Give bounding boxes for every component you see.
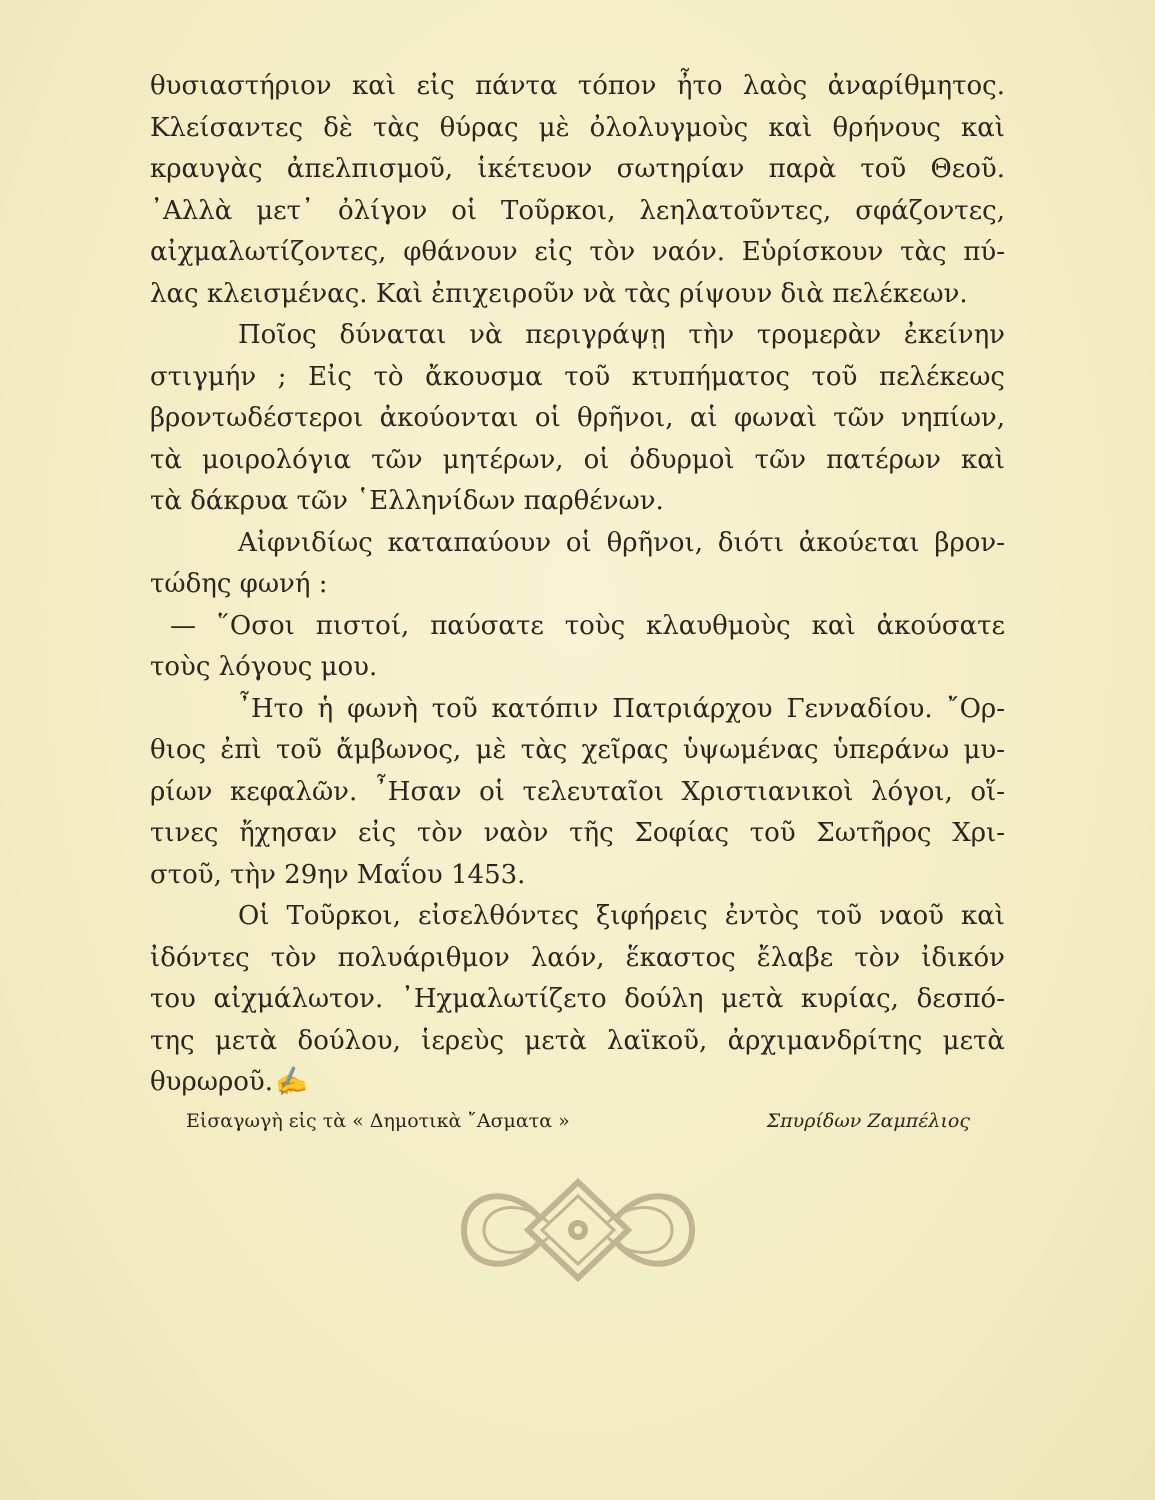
text-line: ἰδόντες τὸν πολυάριθμον λαόν, ἕκαστος ἔλαβε τὸν ἰδικόν (150, 942, 1005, 973)
text-line: τὰ μοιρολόγια τῶν μητέρων, οἱ ὀδυρμοὶ τῶν πατέρων καὶ (150, 444, 1005, 475)
text-line: τὰ δάκρυα τῶν ῾Ελληνίδων παρθένων. (150, 486, 664, 516)
final-line-text: θυρωροῦ. (150, 1067, 273, 1097)
text-line: της μετὰ δούλου, ἱερεὺς μετὰ λαϊκοῦ, ἀρχιμανδρίτης μετὰ (150, 1025, 1005, 1056)
text-line: του αἰχμάλωτον. ᾿Ηχμαλωτίζετο δούλη μετὰ κυρίας, δεσπό- (150, 984, 1005, 1014)
citation-author: Σπυρίδων Ζαμπέλιος (766, 1110, 970, 1132)
text-line: στοῦ, τὴν 29ην Μαΐου 1453. (150, 859, 526, 890)
text-line: Οἱ Τοῦρκοι, εἰσελθόντες ξιφήρεις ἐντὸς τοῦ ναοῦ καὶ (238, 901, 1005, 931)
text-line: Κλείσαντες δὲ τὰς θύρας μὲ ὀλολυγμοὺς καὶ θρήνους καὶ (150, 112, 1005, 143)
text-line: στιγμήν ; Εἰς τὸ ἄκουσμα τοῦ κτυπήματος τοῦ πελέκεως (150, 361, 1005, 392)
text-line: λας κλεισμένας. Καὶ ἐπιχειροῦν νὰ τὰς ρίψουν διὰ πελέκεων. (150, 278, 968, 309)
signature-mark-icon: ✍ (272, 1063, 310, 1101)
text-line: κραυγὰς ἀπελπισμοῦ, ἱκέτευον σωτηρίαν παρὰ τοῦ Θεοῦ. (150, 154, 1005, 184)
text-line: βροντωδέστεροι ἀκούονται οἱ θρῆνοι, αἱ φωναὶ τῶν νηπίων, (150, 403, 1005, 433)
dialogue-line: — ῞Οσοι πιστοί, παύσατε τοὺς κλαυθμοὺς καὶ ἀκούσατε (170, 610, 1005, 641)
text-line: τοὺς λόγους μου. (150, 652, 378, 682)
text-line (150, 1062, 1005, 1104)
text-line: ῏Ητο ἡ φωνὴ τοῦ κατόπιν Πατριάρχου Γενναδίου. ῎Ορ- (238, 693, 1005, 724)
text-line: θιος ἐπὶ τοῦ ἄμβωνος, μὲ τὰς χεῖρας ὑψωμένας ὑπεράνω μυ- (150, 735, 1005, 765)
text-line: ᾿Αλλὰ μετ᾿ ὀλίγον οἱ Τοῦρκοι, λεηλατοῦντες, σφάζοντες, (150, 195, 1005, 226)
text-line: τώδης φωνή : (150, 569, 328, 599)
citation-footer (186, 1106, 970, 1136)
text-line: θυσιαστήριον καὶ εἰς πάντα τόπον ἦτο λαὸς ἀναρίθμητος. (150, 71, 1005, 101)
text-line: Ποῖος δύναται νὰ περιγράψῃ τὴν τρομερὰν ἐκείνην (238, 320, 1005, 350)
text-line: Αἰφνιδίως καταπαύουν οἱ θρῆνοι, διότι ἀκούεται βρον- (238, 527, 1005, 558)
decorative-ornament-icon (458, 1172, 698, 1288)
body-text (150, 66, 1005, 1104)
text-line: ρίων κεφαλῶν. ῏Ησαν οἱ τελευταῖοι Χριστιανικοὶ λόγοι, οἵ- (150, 776, 1005, 807)
text-line: τινες ἤχησαν εἰς τὸν ναὸν τῆς Σοφίας τοῦ Σωτῆρος Χρι- (150, 818, 1005, 848)
citation-source: Εἰσαγωγὴ εἰς τὰ « Δημοτικὰ ῎Ασματα » (186, 1110, 570, 1132)
text-line: αἰχμαλωτίζοντες, φθάνουν εἰς τὸν ναόν. Εὑρίσκουν τὰς πύ- (150, 237, 1005, 267)
